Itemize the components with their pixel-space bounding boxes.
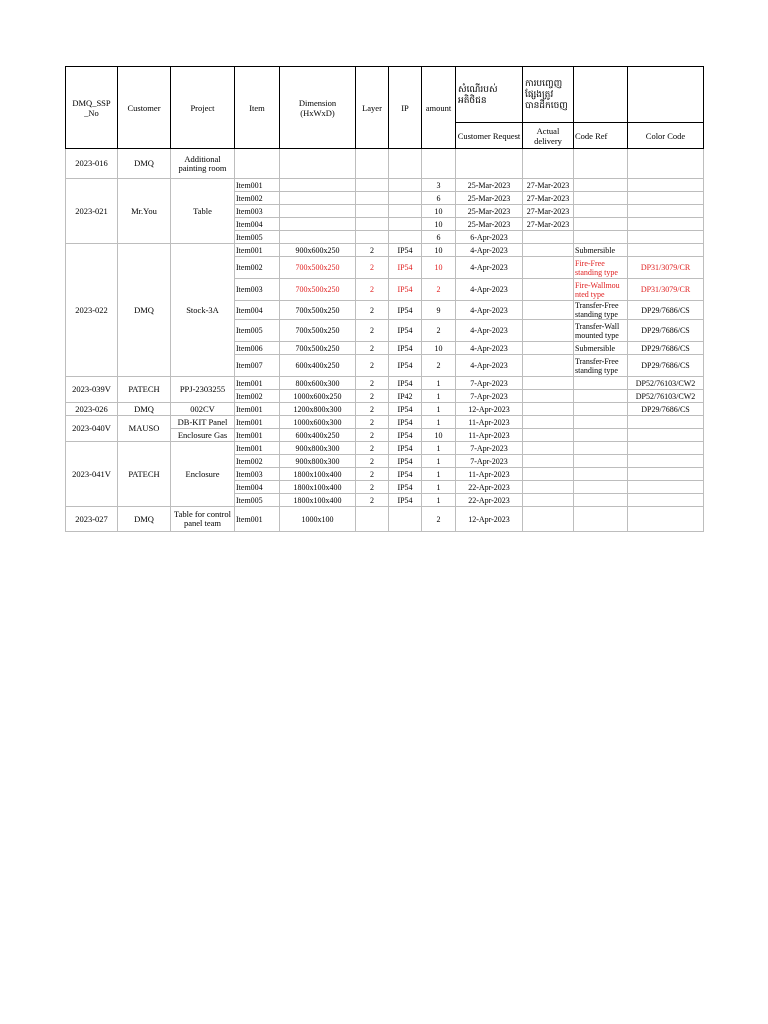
code-ref-cell: [574, 231, 628, 244]
customer-request-cell: [456, 149, 523, 179]
ip-cell: [389, 179, 422, 192]
order-table: [65, 66, 704, 532]
dimension-cell: 900x800x300: [280, 442, 356, 455]
header-blank-1: [574, 67, 628, 123]
dimension-cell: 900x800x300: [280, 455, 356, 468]
amount-cell: 1: [422, 442, 456, 455]
dimension-cell: 800x600x300: [280, 377, 356, 390]
dimension-cell: 700x500x250: [280, 279, 356, 301]
customer-request-cell: 25-Mar-2023: [456, 218, 523, 231]
amount-cell: 10: [422, 244, 456, 257]
amount-cell: 1: [422, 455, 456, 468]
dimension-cell: [280, 231, 356, 244]
actual-delivery-cell: [523, 481, 574, 494]
dimension-cell: 1800x100x400: [280, 481, 356, 494]
layer-cell: [356, 205, 389, 218]
dimension-cell: 600x400x250: [280, 429, 356, 442]
item-cell: Item004: [235, 301, 280, 320]
item-cell: Item001: [235, 442, 280, 455]
amount-cell: 2: [422, 355, 456, 377]
amount-cell: [422, 149, 456, 179]
dimension-cell: 700x500x250: [280, 301, 356, 320]
project-cell: Stock-3A: [171, 244, 235, 377]
project-cell: Enclosure Gas: [171, 429, 235, 442]
layer-cell: 2: [356, 342, 389, 355]
actual-delivery-cell: [523, 342, 574, 355]
item-cell: Item007: [235, 355, 280, 377]
item-cell: Item005: [235, 320, 280, 342]
table-row: [66, 179, 704, 192]
actual-delivery-cell: [523, 244, 574, 257]
item-cell: [235, 149, 280, 179]
code-ref-cell: [574, 403, 628, 416]
customer-request-cell: 4-Apr-2023: [456, 257, 523, 279]
layer-cell: 2: [356, 455, 389, 468]
ssp-cell: 2023-041V: [66, 442, 118, 507]
color-code-cell: DP29/7686/CS: [628, 342, 704, 355]
code-ref-cell: [574, 455, 628, 468]
amount-cell: 10: [422, 342, 456, 355]
layer-cell: 2: [356, 481, 389, 494]
layer-cell: 2: [356, 257, 389, 279]
dimension-cell: [280, 149, 356, 179]
customer-request-cell: 11-Apr-2023: [456, 468, 523, 481]
dimension-cell: 700x500x250: [280, 320, 356, 342]
amount-cell: 1: [422, 468, 456, 481]
ip-cell: IP54: [389, 429, 422, 442]
ip-cell: IP54: [389, 320, 422, 342]
customer-cell: DMQ: [118, 244, 171, 377]
amount-cell: 9: [422, 301, 456, 320]
ip-cell: IP42: [389, 390, 422, 403]
code-ref-cell: Submersible: [574, 244, 628, 257]
header-code-ref: Code Ref: [574, 123, 628, 149]
ssp-cell: 2023-026: [66, 403, 118, 416]
code-ref-cell: [574, 218, 628, 231]
item-cell: Item001: [235, 416, 280, 429]
customer-request-cell: 4-Apr-2023: [456, 320, 523, 342]
dimension-cell: [280, 179, 356, 192]
layer-cell: 2: [356, 301, 389, 320]
actual-delivery-cell: [523, 494, 574, 507]
dimension-cell: 700x500x250: [280, 342, 356, 355]
code-ref-cell: [574, 442, 628, 455]
customer-cell: DMQ: [118, 403, 171, 416]
code-ref-cell: Transfer-Free standing type: [574, 301, 628, 320]
table-row: [66, 416, 704, 429]
color-code-cell: [628, 231, 704, 244]
header-customer: Customer: [118, 67, 171, 149]
amount-cell: 1: [422, 494, 456, 507]
item-cell: Item003: [235, 468, 280, 481]
actual-delivery-cell: [523, 468, 574, 481]
dimension-cell: 700x500x250: [280, 257, 356, 279]
header-actual-delivery: Actual delivery: [523, 123, 574, 149]
color-code-cell: [628, 205, 704, 218]
item-cell: Item003: [235, 205, 280, 218]
actual-delivery-cell: 27-Mar-2023: [523, 179, 574, 192]
actual-delivery-cell: 27-Mar-2023: [523, 205, 574, 218]
header-khmer-delivery: ការបញ្ចេញផ្សែងត្រូវបានដឹកចេញ: [523, 67, 574, 123]
color-code-cell: [628, 494, 704, 507]
code-ref-cell: [574, 205, 628, 218]
layer-cell: 2: [356, 279, 389, 301]
customer-request-cell: 4-Apr-2023: [456, 279, 523, 301]
dimension-cell: 1800x100x400: [280, 494, 356, 507]
dimension-cell: 600x400x250: [280, 355, 356, 377]
ip-cell: [389, 218, 422, 231]
table-body: [66, 149, 704, 532]
header-amount: amount: [422, 67, 456, 149]
dimension-cell: [280, 205, 356, 218]
item-cell: Item001: [235, 244, 280, 257]
color-code-cell: [628, 507, 704, 532]
code-ref-cell: [574, 481, 628, 494]
ip-cell: IP54: [389, 455, 422, 468]
ssp-cell: 2023-022: [66, 244, 118, 377]
actual-delivery-cell: [523, 390, 574, 403]
project-cell: Table for control panel team: [171, 507, 235, 532]
project-cell: Enclosure: [171, 442, 235, 507]
project-cell: PPJ-2303255: [171, 377, 235, 403]
ip-cell: IP54: [389, 355, 422, 377]
customer-request-cell: 6-Apr-2023: [456, 231, 523, 244]
layer-cell: 2: [356, 403, 389, 416]
ip-cell: IP54: [389, 342, 422, 355]
actual-delivery-cell: [523, 455, 574, 468]
layer-cell: 2: [356, 320, 389, 342]
customer-request-cell: 22-Apr-2023: [456, 481, 523, 494]
customer-cell: MAUSO: [118, 416, 171, 442]
layer-cell: 2: [356, 244, 389, 257]
dimension-cell: [280, 218, 356, 231]
header-ip: IP: [389, 67, 422, 149]
table-row: [66, 244, 704, 257]
color-code-cell: [628, 416, 704, 429]
ip-cell: [389, 231, 422, 244]
project-cell: 002CV: [171, 403, 235, 416]
ip-cell: IP54: [389, 244, 422, 257]
customer-request-cell: 4-Apr-2023: [456, 342, 523, 355]
header-project: Project: [171, 67, 235, 149]
header-color-code: Color Code: [628, 123, 704, 149]
dimension-cell: 1000x600x300: [280, 416, 356, 429]
actual-delivery-cell: [523, 377, 574, 390]
layer-cell: [356, 149, 389, 179]
color-code-cell: DP29/7686/CS: [628, 320, 704, 342]
code-ref-cell: [574, 192, 628, 205]
header-customer-request: Customer Request: [456, 123, 523, 149]
amount-cell: 10: [422, 257, 456, 279]
code-ref-cell: Transfer-Free standing type: [574, 355, 628, 377]
customer-request-cell: 25-Mar-2023: [456, 205, 523, 218]
dimension-cell: 1800x100x400: [280, 468, 356, 481]
layer-cell: [356, 507, 389, 532]
header-khmer-request: សំណើរបស់អតិថិជន: [456, 67, 523, 123]
code-ref-cell: [574, 468, 628, 481]
ip-cell: IP54: [389, 494, 422, 507]
customer-cell: Mr.You: [118, 179, 171, 244]
table-row: [66, 149, 704, 179]
table-row: [66, 442, 704, 455]
table-row: [66, 377, 704, 390]
ip-cell: [389, 205, 422, 218]
item-cell: Item006: [235, 342, 280, 355]
actual-delivery-cell: [523, 320, 574, 342]
code-ref-cell: Transfer-Wall mounted type: [574, 320, 628, 342]
customer-request-cell: 11-Apr-2023: [456, 429, 523, 442]
customer-request-cell: 7-Apr-2023: [456, 390, 523, 403]
header-blank-2: [628, 67, 704, 123]
code-ref-cell: Fire-Wallmou nted type: [574, 279, 628, 301]
item-cell: Item002: [235, 192, 280, 205]
color-code-cell: [628, 455, 704, 468]
customer-request-cell: 12-Apr-2023: [456, 507, 523, 532]
customer-request-cell: 12-Apr-2023: [456, 403, 523, 416]
layer-cell: 2: [356, 494, 389, 507]
color-code-cell: [628, 218, 704, 231]
ip-cell: IP54: [389, 257, 422, 279]
ssp-cell: 2023-027: [66, 507, 118, 532]
color-code-cell: [628, 468, 704, 481]
actual-delivery-cell: [523, 355, 574, 377]
code-ref-cell: [574, 390, 628, 403]
ip-cell: IP54: [389, 468, 422, 481]
color-code-cell: DP52/76103/CW2: [628, 390, 704, 403]
amount-cell: 1: [422, 403, 456, 416]
item-cell: Item001: [235, 429, 280, 442]
ip-cell: IP54: [389, 416, 422, 429]
amount-cell: 2: [422, 320, 456, 342]
ssp-cell: 2023-016: [66, 149, 118, 179]
customer-request-cell: 22-Apr-2023: [456, 494, 523, 507]
code-ref-cell: [574, 377, 628, 390]
amount-cell: 6: [422, 192, 456, 205]
project-cell: Table: [171, 179, 235, 244]
code-ref-cell: [574, 149, 628, 179]
header-dimension: Dimension (HxWxD): [280, 67, 356, 149]
color-code-cell: DP29/7686/CS: [628, 403, 704, 416]
item-cell: Item002: [235, 257, 280, 279]
color-code-cell: [628, 481, 704, 494]
actual-delivery-cell: [523, 301, 574, 320]
layer-cell: 2: [356, 429, 389, 442]
customer-request-cell: 7-Apr-2023: [456, 377, 523, 390]
item-cell: Item003: [235, 279, 280, 301]
actual-delivery-cell: [523, 429, 574, 442]
customer-request-cell: 25-Mar-2023: [456, 192, 523, 205]
dimension-cell: [280, 192, 356, 205]
color-code-cell: [628, 149, 704, 179]
color-code-cell: DP31/3079/CR: [628, 257, 704, 279]
actual-delivery-cell: [523, 507, 574, 532]
actual-delivery-cell: 27-Mar-2023: [523, 192, 574, 205]
actual-delivery-cell: [523, 279, 574, 301]
code-ref-cell: [574, 429, 628, 442]
amount-cell: 10: [422, 205, 456, 218]
item-cell: Item001: [235, 507, 280, 532]
ip-cell: IP54: [389, 279, 422, 301]
actual-delivery-cell: [523, 442, 574, 455]
layer-cell: 2: [356, 355, 389, 377]
color-code-cell: DP29/7686/CS: [628, 301, 704, 320]
actual-delivery-cell: [523, 149, 574, 179]
item-cell: Item002: [235, 390, 280, 403]
ssp-cell: 2023-039V: [66, 377, 118, 403]
layer-cell: 2: [356, 416, 389, 429]
amount-cell: 10: [422, 218, 456, 231]
item-cell: Item001: [235, 403, 280, 416]
layer-cell: 2: [356, 468, 389, 481]
customer-request-cell: 4-Apr-2023: [456, 355, 523, 377]
color-code-cell: [628, 244, 704, 257]
code-ref-cell: [574, 179, 628, 192]
item-cell: Item005: [235, 231, 280, 244]
layer-cell: [356, 231, 389, 244]
actual-delivery-cell: [523, 231, 574, 244]
color-code-cell: [628, 429, 704, 442]
dimension-cell: 1200x800x300: [280, 403, 356, 416]
color-code-cell: DP29/7686/CS: [628, 355, 704, 377]
customer-request-cell: 4-Apr-2023: [456, 301, 523, 320]
dimension-cell: 1000x100: [280, 507, 356, 532]
item-cell: Item001: [235, 377, 280, 390]
header-layer: Layer: [356, 67, 389, 149]
ip-cell: IP54: [389, 377, 422, 390]
layer-cell: 2: [356, 390, 389, 403]
item-cell: Item004: [235, 481, 280, 494]
color-code-cell: [628, 192, 704, 205]
color-code-cell: [628, 442, 704, 455]
item-cell: Item004: [235, 218, 280, 231]
amount-cell: 10: [422, 429, 456, 442]
customer-request-cell: 11-Apr-2023: [456, 416, 523, 429]
table-row: [66, 507, 704, 532]
customer-cell: PATECH: [118, 377, 171, 403]
amount-cell: 1: [422, 390, 456, 403]
header-row: [66, 67, 704, 123]
code-ref-cell: Fire-Free standing type: [574, 257, 628, 279]
table-row: [66, 403, 704, 416]
item-cell: Item005: [235, 494, 280, 507]
layer-cell: [356, 218, 389, 231]
dimension-cell: 1000x600x250: [280, 390, 356, 403]
customer-request-cell: 7-Apr-2023: [456, 455, 523, 468]
layer-cell: 2: [356, 377, 389, 390]
ssp-cell: 2023-040V: [66, 416, 118, 442]
actual-delivery-cell: [523, 416, 574, 429]
color-code-cell: DP52/76103/CW2: [628, 377, 704, 390]
amount-cell: 1: [422, 377, 456, 390]
ip-cell: [389, 149, 422, 179]
project-cell: Additional painting room: [171, 149, 235, 179]
actual-delivery-cell: [523, 257, 574, 279]
color-code-cell: DP31/3079/CR: [628, 279, 704, 301]
ssp-cell: 2023-021: [66, 179, 118, 244]
layer-cell: [356, 179, 389, 192]
header-item: Item: [235, 67, 280, 149]
ip-cell: IP54: [389, 481, 422, 494]
customer-request-cell: 7-Apr-2023: [456, 442, 523, 455]
amount-cell: 2: [422, 507, 456, 532]
item-cell: Item001: [235, 179, 280, 192]
actual-delivery-cell: [523, 403, 574, 416]
code-ref-cell: [574, 507, 628, 532]
amount-cell: 6: [422, 231, 456, 244]
layer-cell: [356, 192, 389, 205]
ip-cell: IP54: [389, 442, 422, 455]
project-cell: DB-KIT Panel: [171, 416, 235, 429]
customer-cell: PATECH: [118, 442, 171, 507]
customer-request-cell: 25-Mar-2023: [456, 179, 523, 192]
actual-delivery-cell: 27-Mar-2023: [523, 218, 574, 231]
code-ref-cell: Submersible: [574, 342, 628, 355]
amount-cell: 1: [422, 481, 456, 494]
dimension-cell: 900x600x250: [280, 244, 356, 257]
amount-cell: 3: [422, 179, 456, 192]
ip-cell: [389, 192, 422, 205]
customer-request-cell: 4-Apr-2023: [456, 244, 523, 257]
ip-cell: [389, 507, 422, 532]
customer-cell: DMQ: [118, 507, 171, 532]
amount-cell: 2: [422, 279, 456, 301]
customer-cell: DMQ: [118, 149, 171, 179]
item-cell: Item002: [235, 455, 280, 468]
ip-cell: IP54: [389, 403, 422, 416]
ip-cell: IP54: [389, 301, 422, 320]
color-code-cell: [628, 179, 704, 192]
layer-cell: 2: [356, 442, 389, 455]
code-ref-cell: [574, 494, 628, 507]
header-ssp: DMQ_SSP _No: [66, 67, 118, 149]
code-ref-cell: [574, 416, 628, 429]
amount-cell: 1: [422, 416, 456, 429]
